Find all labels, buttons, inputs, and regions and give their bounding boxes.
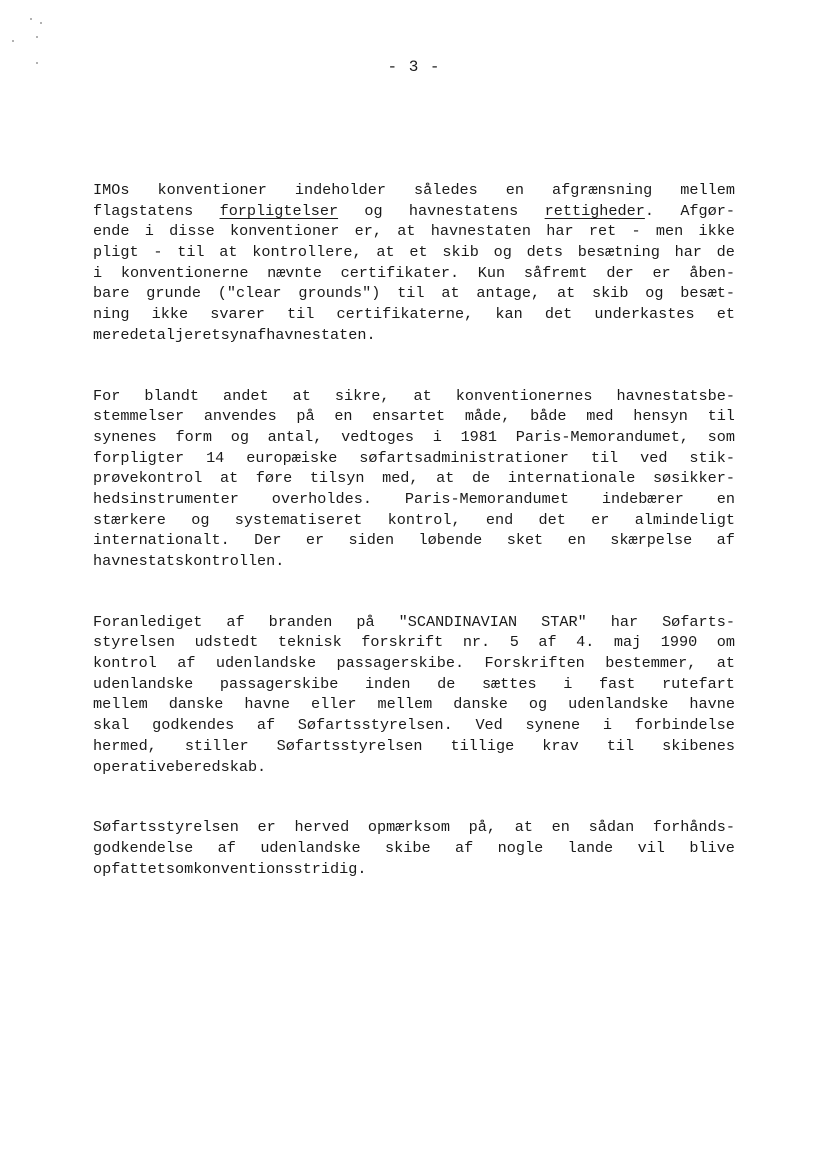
text-line: Søfartsstyrelsen er herved opmærksom på, at en sådan forhånds- <box>93 818 735 837</box>
paragraph-4 <box>93 817 735 879</box>
text-line: mere detaljeret syn af havnestaten. <box>93 325 376 344</box>
text-line: internationalt. Der er siden løbende sket en skærpelse af <box>93 531 735 550</box>
text-line: kontrol af udenlandske passagerskibe. Forskriften bestemmer, at <box>93 654 735 673</box>
text-line: opfattet som konventionsstridig. <box>93 859 367 878</box>
page-number: - 3 - <box>387 58 441 76</box>
text-line: prøvekontrol at føre tilsyn med, at de internationale søsikker- <box>93 469 735 488</box>
text-line: mellem danske havne eller mellem danske og udenlandske havne <box>93 695 735 714</box>
text-line: ning ikke svarer til certifikaterne, kan det underkastes et <box>93 305 735 324</box>
text-line: flagstatens forpligtelser og havnestatens rettigheder. Afgør- <box>93 201 735 220</box>
text-line: stemmelser anvendes på en ensartet måde, både med hensyn til <box>93 407 735 426</box>
text-line: havnestatskontrollen. <box>93 552 285 570</box>
text-line: godkendelse af udenlandske skibe af nogle lande vil blive <box>93 838 735 857</box>
text-line: bare grunde ("clear grounds") til at antage, at skib og besæt- <box>93 284 735 303</box>
text-line: hermed, stiller Søfartsstyrelsen tillige krav til skibenes <box>93 736 735 755</box>
text-line: pligt - til at kontrollere, at et skib og dets besætning har de <box>93 243 735 262</box>
paragraph-1 <box>93 180 735 346</box>
document-body <box>93 180 735 919</box>
text-line: Foranlediget af branden på "SCANDINAVIAN STAR" har Søfarts- <box>93 612 735 631</box>
text-line: operative beredskab. <box>93 757 267 776</box>
text-line: skal godkendes af Søfartsstyrelsen. Ved synene i forbindelse <box>93 716 735 735</box>
text-line: stærkere og systematiseret kontrol, end det er almindeligt <box>93 510 735 529</box>
text-line: forpligter 14 europæiske søfartsadministrationer til ved stik- <box>93 448 735 467</box>
text-line: ende i disse konventioner er, at havnestaten har ret - men ikke <box>93 222 735 241</box>
scan-speck <box>36 36 38 38</box>
scan-speck <box>40 22 42 24</box>
text-line: synenes form og antal, vedtoges i 1981 Paris-Memorandumet, som <box>93 427 735 446</box>
text-line: udenlandske passagerskibe inden de sættes i fast rutefart <box>93 674 735 693</box>
scan-speck <box>30 18 32 20</box>
text-line: IMOs konventioner indeholder således en afgrænsning mellem <box>93 181 735 199</box>
text-line: i konventionerne nævnte certifikater. Kun såfremt der er åben- <box>93 263 735 282</box>
text-line: hedsinstrumenter overholdes. Paris-Memorandumet indebærer en <box>93 489 735 508</box>
text-line: For blandt andet at sikre, at konventionernes havnestatsbe- <box>93 386 735 405</box>
paragraph-3 <box>93 612 735 778</box>
text-line: styrelsen udstedt teknisk forskrift nr. 5 af 4. maj 1990 om <box>93 633 735 652</box>
paragraph-2 <box>93 386 735 572</box>
scan-speck <box>12 40 14 42</box>
